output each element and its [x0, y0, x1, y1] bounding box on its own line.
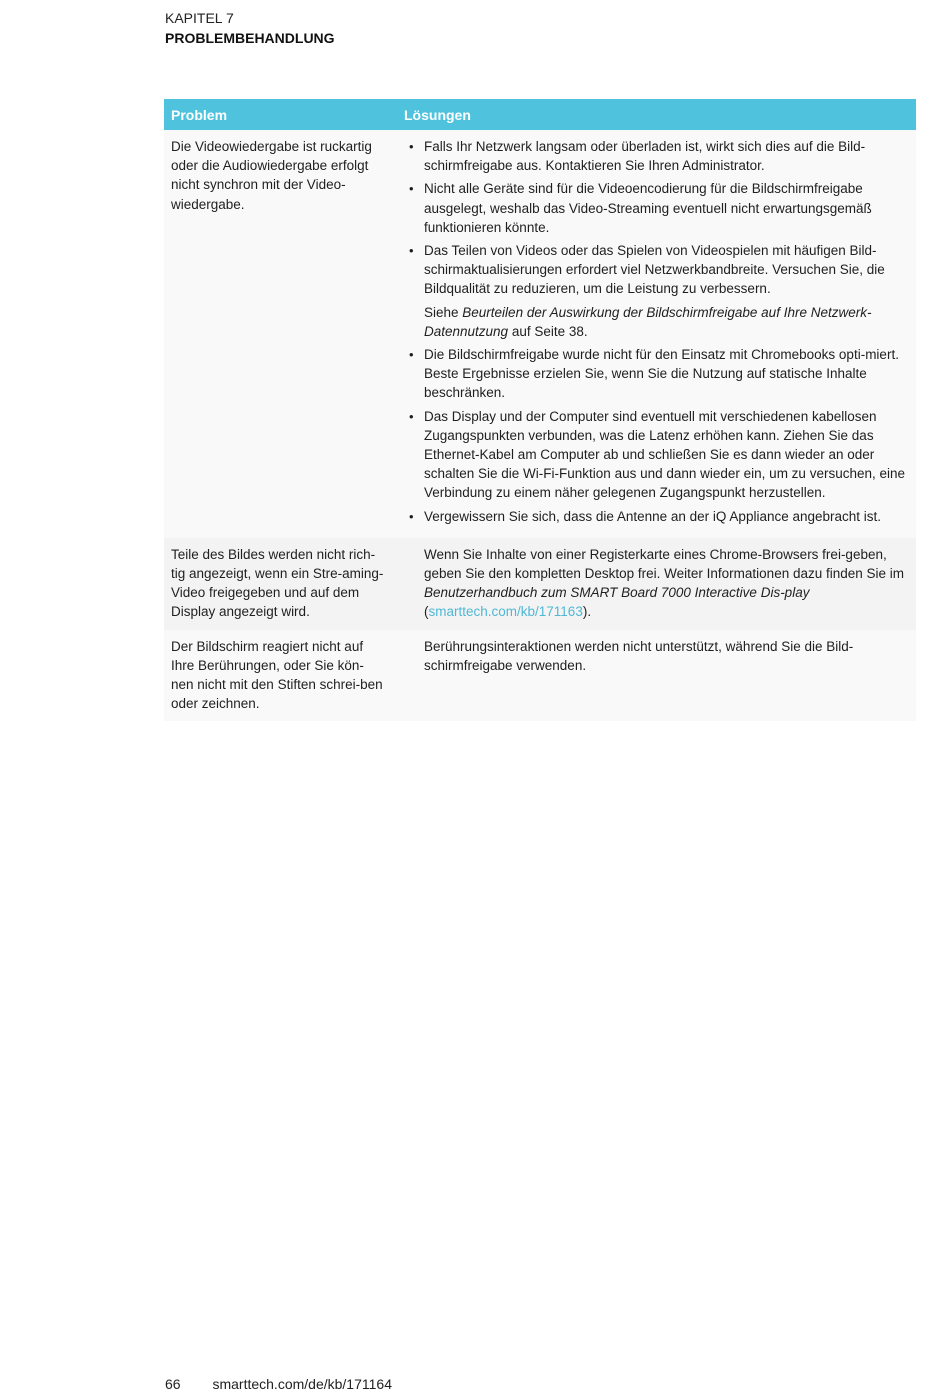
list-item: • Falls Ihr Netzwerk langsam oder überladen ist, wirkt sich dies auf die Bild-schirmfreigabe aus. Kontaktieren Sie Ihren Administrator. [397, 137, 908, 175]
problem-cell: Der Bildschirm reagiert nicht auf Ihre Berührungen, oder Sie kön-nen nicht mit den Stiften schrei-ben oder zeichnen. [171, 638, 383, 712]
solution-list [397, 137, 908, 299]
reference-note [397, 303, 908, 341]
kb-link[interactable]: smarttech.com/kb/171163 [428, 604, 583, 620]
chapter-label: KAPITEL 7 [165, 10, 234, 26]
column-header-solutions: Lösungen [404, 106, 471, 123]
list-item: • Vergewissern Sie sich, dass die Antenne an der iQ Appliance angebracht ist. [397, 507, 908, 526]
chapter-title: PROBLEMBEHANDLUNG [165, 30, 335, 46]
list-item: • Nicht alle Geräte sind für die Videoencodierung für die Bildschirmfreigabe ausgelegt, weshalb das Video-Streaming eventuell nicht erwartungsgemäß funktionieren könnte. [397, 179, 908, 237]
list-item: • Das Display und der Computer sind eventuell mit verschiedenen kabellosen Zugangspunkten verbunden, was die Latenz erhöhen kann. Ziehen Sie das Ethernet-Kabel am Computer ab und schließen Sie es dann wieder an oder schalten Sie die Wi-Fi-Funktion aus und dann wieder ein, um zu versuchen, eine Verbindung zu einem näher gelegenen Zugangspunkt herzustellen. [397, 407, 908, 503]
solution-prefix: Wenn Sie Inhalte von einer Registerkarte eines Chrome-Browsers frei-geben, geben Sie den kompletten Desktop frei. Weiter Informationen dazu finden Sie im [424, 546, 905, 582]
footer-url[interactable]: smarttech.com/de/kb/171164 [212, 1376, 392, 1392]
table-row [164, 630, 916, 722]
troubleshooting-table [164, 99, 916, 721]
page-footer [165, 1376, 392, 1392]
solution-suffix: ). [582, 604, 592, 620]
note-suffix: auf Seite 38. [508, 323, 588, 339]
note-prefix: Siehe [424, 304, 463, 320]
solution-cell [390, 130, 916, 538]
problem-cell: Die Videowiedergabe ist ruckartig oder die Audiowiedergabe erfolgt nicht synchron mit der Video-wiedergabe. [171, 139, 372, 212]
table-row [164, 538, 916, 630]
solution-mid: ( [424, 604, 429, 620]
note-reference-title: Beurteilen der Auswirkung der Bildschirmfreigabe auf Ihre Netzwerk-Datennutzung [424, 304, 872, 339]
column-header-problem: Problem [171, 106, 228, 123]
chapter-header [165, 8, 335, 48]
list-item: • Die Bildschirmfreigabe wurde nicht für den Einsatz mit Chromebooks opti-miert. Beste Ergebnisse erzielen Sie, wenn Sie die Nutzung auf statische Inhalte beschränken. [397, 345, 908, 403]
solution-cell [390, 630, 916, 722]
list-item: • Das Teilen von Videos oder das Spielen von Videospielen mit häufigen Bild-schirmaktualisierungen erfordert viel Netzwerkbandbreite. Versuchen Sie, die Bildqualität zu reduzieren, um die Leistung zu verbessern. [397, 241, 908, 299]
manual-title: Benutzerhandbuch zum SMART Board 7000 Interactive Dis-play [424, 585, 810, 601]
page-number: 66 [165, 1376, 181, 1392]
table-row [164, 130, 916, 538]
solution-text [397, 545, 908, 622]
table-header [164, 99, 916, 130]
solution-text: Berührungsinteraktionen werden nicht unterstützt, während Sie die Bild-schirmfreigabe verwenden. [424, 638, 854, 673]
problem-cell: Teile des Bildes werden nicht rich-tig angezeigt, wenn ein Stre-aming-Video freigegeben und auf dem Display angezeigt wird. [171, 546, 384, 620]
solution-list [397, 345, 908, 526]
solution-cell [390, 538, 916, 630]
